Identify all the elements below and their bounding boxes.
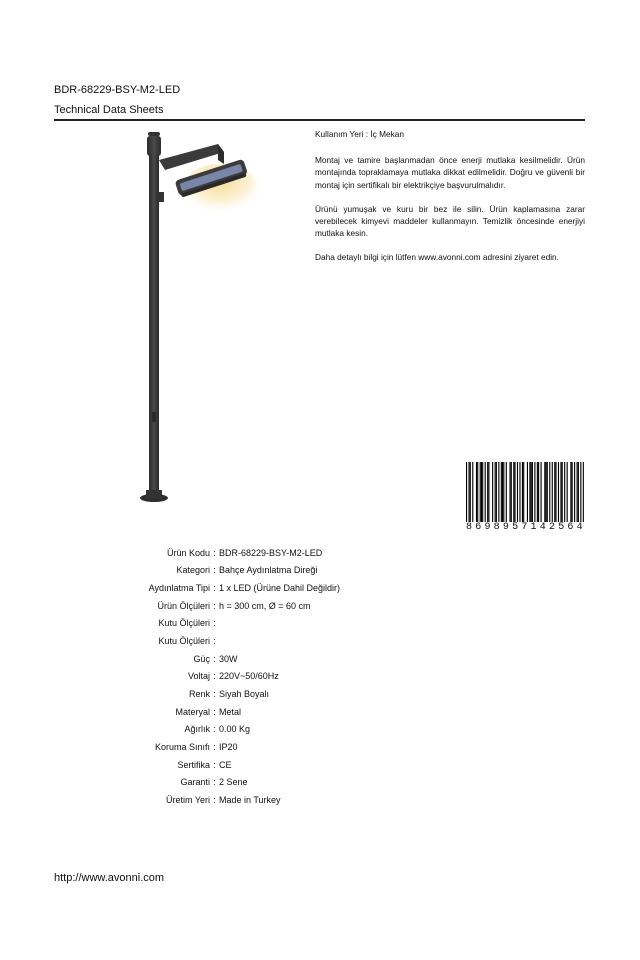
barcode-digit: 9 xyxy=(484,522,492,533)
barcode-bar xyxy=(578,462,579,522)
cleaning-paragraph: Ürünü yumuşak ve kuru bir bez ile silin. Ürün kaplamasına zarar verebilecek kimyevi maddeler kullanmayın. Temizlik öncesinde enerjiyi mutlaka kesin. xyxy=(315,203,585,239)
spec-separator: : xyxy=(213,688,216,699)
spec-row xyxy=(100,544,419,562)
spec-row xyxy=(100,667,419,685)
spec-value: Bahçe Aydınlatma Direği xyxy=(219,565,318,576)
barcode-bar xyxy=(509,462,510,522)
spec-row xyxy=(100,791,419,809)
spec-label: Voltaj xyxy=(187,671,210,682)
spec-label: Ağırlık xyxy=(184,724,210,735)
barcode-bar xyxy=(537,462,538,522)
barcode-bar xyxy=(532,462,533,522)
spec-separator: : xyxy=(213,671,216,682)
spec-row xyxy=(100,738,419,756)
barcode-digit: 5 xyxy=(558,522,566,533)
barcode-digit: 1 xyxy=(530,522,538,533)
spec-separator: : xyxy=(213,706,216,717)
barcode-bar xyxy=(511,462,512,522)
spec-separator: : xyxy=(213,547,216,558)
spec-row xyxy=(100,615,419,633)
spec-label: Kutu Ölçüleri xyxy=(158,636,210,647)
barcode-bar xyxy=(502,462,503,522)
barcode-bar xyxy=(562,462,563,522)
footer-url[interactable]: http://www.avonni.com xyxy=(54,872,165,884)
barcode-bar xyxy=(555,462,556,522)
spec-row xyxy=(100,685,419,703)
spec-value: Siyah Boyalı xyxy=(219,688,270,699)
usage-location: Kullanım Yeri : İç Mekan xyxy=(315,129,405,139)
spec-label: Ürün Ölçüleri xyxy=(157,600,210,611)
spec-row xyxy=(100,597,419,615)
spec-label: Üretim Yeri xyxy=(165,794,210,805)
spec-label: Kategori xyxy=(176,565,210,576)
spec-value: 220V~50/60Hz xyxy=(219,671,279,682)
spec-value: 2 Sene xyxy=(219,777,248,788)
spec-value: Metal xyxy=(219,706,242,717)
barcode-bar xyxy=(517,462,518,522)
barcode-bar xyxy=(498,462,499,522)
barcode-bar xyxy=(496,462,497,522)
barcode-bar xyxy=(513,462,514,522)
barcode-digit: 4 xyxy=(539,522,547,533)
barcode-bar xyxy=(476,462,477,522)
spec-value: IP20 xyxy=(219,741,238,752)
spec-separator: : xyxy=(213,600,216,611)
spec-value: Made in Turkey xyxy=(219,794,281,805)
spec-label: Aydınlatma Tipi xyxy=(148,583,210,594)
spec-separator: : xyxy=(213,724,216,735)
barcode-bar xyxy=(564,462,565,522)
spec-separator: : xyxy=(213,759,216,770)
spec-separator: : xyxy=(213,618,216,629)
spec-row xyxy=(100,632,419,650)
spec-row xyxy=(100,562,419,580)
barcode-bar xyxy=(472,462,473,522)
barcode-bar xyxy=(487,462,488,522)
spec-row xyxy=(100,773,419,791)
spec-label: Güç xyxy=(193,653,210,664)
spec-label: Kutu Ölçüleri xyxy=(158,618,210,629)
spec-separator: : xyxy=(213,636,216,647)
barcode-bar xyxy=(545,462,546,522)
barcode-bar xyxy=(538,462,539,522)
barcode-digit: 9 xyxy=(502,522,511,533)
barcode-bar xyxy=(488,462,489,522)
spec-row xyxy=(100,720,419,738)
spec-value: CE xyxy=(219,759,232,770)
barcode-bar xyxy=(503,462,504,522)
spec-label: Materyal xyxy=(175,706,210,717)
spec-row xyxy=(100,579,419,597)
barcode-bar xyxy=(514,462,515,522)
barcode-bar xyxy=(531,462,532,522)
spec-label: Renk xyxy=(188,688,210,699)
safety-paragraph: Montaj ve tamire başlanmadan önce enerji mutlaka kesilmelidir. Ürün montajında topraklamaya mutlaka dikkat edilmelidir. Doğru ve güvenli bir montaj için sertifikalı bir elektrikçiye başvurulmalıdır. xyxy=(315,155,585,190)
barcode-bar xyxy=(519,462,520,522)
barcode-bar xyxy=(560,462,561,522)
barcode-bar xyxy=(529,462,530,522)
barcode-bar xyxy=(552,462,553,522)
barcode-bar xyxy=(567,462,568,522)
spec-label: Ürün Kodu xyxy=(166,547,210,558)
pole-cap xyxy=(148,132,160,136)
barcode-bar xyxy=(570,462,571,522)
barcode-bar xyxy=(470,462,471,522)
barcode-bar xyxy=(549,462,550,522)
product-image xyxy=(120,130,270,510)
document-subtitle: Technical Data Sheets xyxy=(54,104,164,116)
spec-value: BDR-68229-BSY-M2-LED xyxy=(219,547,323,558)
barcode-bar xyxy=(485,462,486,522)
barcode-bar xyxy=(577,462,578,522)
barcode-digit: 5 xyxy=(512,522,520,533)
spec-separator: : xyxy=(213,794,216,805)
spec-separator: : xyxy=(213,565,216,576)
product-code-header: BDR-68229-BSY-M2-LED xyxy=(54,84,181,96)
barcode-digit: 8 xyxy=(466,522,474,533)
spec-label: Sertifika xyxy=(177,759,210,770)
barcode-bar xyxy=(481,462,482,522)
barcode-bar xyxy=(480,462,481,522)
spec-value: 1 x LED (Ürüne Dahil Değildir) xyxy=(219,583,341,594)
barcode-bar xyxy=(554,462,555,522)
spec-row xyxy=(100,756,419,774)
barcode-bar xyxy=(574,462,575,522)
barcode-bar xyxy=(522,462,523,522)
spec-row xyxy=(100,650,419,668)
spec-value: 0.00 Kg xyxy=(219,724,251,735)
spec-value: h = 300 cm, Ø = 60 cm xyxy=(219,600,311,611)
header-divider xyxy=(54,119,585,121)
spec-separator: : xyxy=(213,777,216,788)
barcode-digits xyxy=(466,522,584,533)
spec-label: Garanti xyxy=(180,777,210,788)
spec-table xyxy=(100,544,419,809)
barcode-digit: 6 xyxy=(475,522,483,533)
barcode-bar xyxy=(541,462,542,522)
barcode-bar xyxy=(501,462,502,522)
barcode-bar xyxy=(506,462,507,522)
barcode-digit: 8 xyxy=(493,522,501,533)
website-paragraph: Daha detaylı bilgi için lütfen www.avonni.com adresini ziyaret edin. xyxy=(315,252,559,263)
barcode-bar xyxy=(534,462,535,522)
barcode-digit: 7 xyxy=(521,522,529,533)
spec-separator: : xyxy=(213,583,216,594)
barcode-digit: 2 xyxy=(548,522,557,533)
barcode-bar xyxy=(547,462,548,522)
barcode-bar xyxy=(572,462,573,522)
pole-shaft xyxy=(149,154,159,494)
product-info xyxy=(315,128,585,276)
barcode-bar xyxy=(492,462,493,522)
spec-label: Koruma Sınıfı xyxy=(154,741,210,752)
barcode-bar xyxy=(544,462,545,522)
barcode-digit: 6 xyxy=(567,522,575,533)
barcode-bar xyxy=(495,462,496,522)
spec-row xyxy=(100,703,419,721)
spec-value: 30W xyxy=(219,653,238,664)
spec-separator: : xyxy=(213,741,216,752)
barcode-bar xyxy=(482,462,483,522)
spec-separator: : xyxy=(213,653,216,664)
barcode-bar xyxy=(558,462,559,522)
barcode-digit: 4 xyxy=(576,522,584,533)
barcode-bar xyxy=(477,462,478,522)
